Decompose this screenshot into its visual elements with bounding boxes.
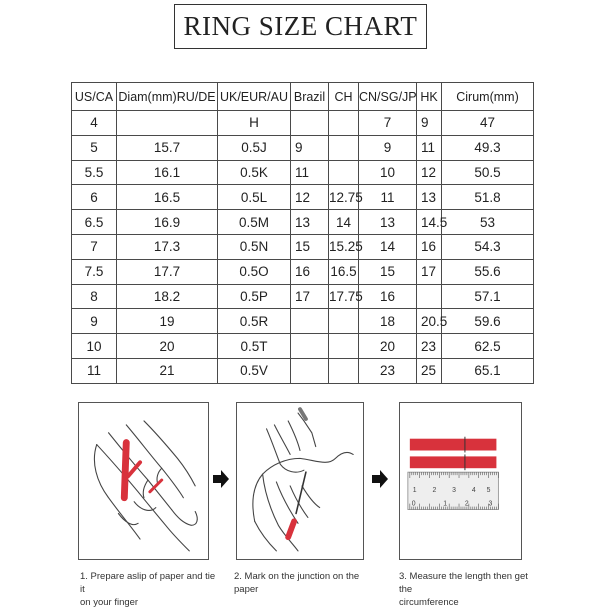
table-cell: 14.5: [417, 210, 442, 235]
table-cell: 14: [329, 210, 359, 235]
step-caption-line: circumference: [399, 597, 459, 608]
table-cell: 17: [291, 284, 329, 309]
table-cell: 11: [291, 160, 329, 185]
table-cell: 11: [417, 135, 442, 160]
table-cell: 8: [72, 284, 117, 309]
table-cell: 51.8: [442, 185, 534, 210]
ring-size-table: [71, 82, 534, 384]
table-cell: 12.75: [329, 185, 359, 210]
header-cell: CN/SG/JP: [359, 83, 417, 111]
table-cell: 0.5L: [218, 185, 291, 210]
table-cell: 9: [359, 135, 417, 160]
table-cell: 15: [359, 259, 417, 284]
table-body: [72, 111, 534, 384]
table-cell: 11: [359, 185, 417, 210]
table-row: [72, 185, 534, 210]
svg-text:1: 1: [443, 500, 448, 508]
table-cell: 0.5V: [218, 358, 291, 383]
header-cell: Cirum(mm): [442, 83, 534, 111]
table-cell: 16.1: [117, 160, 218, 185]
table-cell: 20.5: [417, 309, 442, 334]
table-cell: 17: [417, 259, 442, 284]
table-cell: [417, 284, 442, 309]
table-cell: [291, 358, 329, 383]
table-cell: 15.25: [329, 234, 359, 259]
svg-text:3: 3: [452, 486, 456, 494]
table-cell: 9: [417, 111, 442, 136]
table-row: [72, 234, 534, 259]
title-box: [174, 4, 427, 49]
step-2-caption: [234, 570, 384, 596]
table-cell: 65.1: [442, 358, 534, 383]
table-cell: 12: [417, 160, 442, 185]
table-cell: 10: [72, 334, 117, 359]
paper-strip: [124, 443, 126, 498]
paper-strip: [410, 456, 497, 468]
table-cell: 17.75: [329, 284, 359, 309]
table-cell: 53: [442, 210, 534, 235]
table-row: [72, 358, 534, 383]
table-cell: 10: [359, 160, 417, 185]
table-cell: 54.3: [442, 234, 534, 259]
table-cell: 0.5N: [218, 234, 291, 259]
table-cell: 6.5: [72, 210, 117, 235]
table-cell: 7: [72, 234, 117, 259]
table-cell: 13: [291, 210, 329, 235]
table-cell: 16.5: [117, 185, 218, 210]
table-cell: 5.5: [72, 160, 117, 185]
table-cell: 16: [291, 259, 329, 284]
table-cell: 23: [359, 358, 417, 383]
svg-text:0: 0: [411, 500, 416, 508]
table-cell: [117, 111, 218, 136]
arrow-right-icon: [213, 470, 229, 488]
header-cell: UK/EUR/AU: [218, 83, 291, 111]
table-cell: 47: [442, 111, 534, 136]
table-cell: 4: [72, 111, 117, 136]
table-cell: [291, 334, 329, 359]
table-cell: 16.5: [329, 259, 359, 284]
table-cell: 14: [359, 234, 417, 259]
table-cell: 23: [417, 334, 442, 359]
arrow-right-icon: [372, 470, 388, 488]
hand-marking-paper-icon: [237, 403, 363, 559]
table-cell: 0.5O: [218, 259, 291, 284]
step-3-panel: [399, 402, 522, 560]
step-3-caption: [399, 570, 534, 609]
svg-text:2: 2: [464, 500, 469, 508]
table-cell: 50.5: [442, 160, 534, 185]
page-title: RING SIZE CHART: [183, 11, 418, 41]
table-cell: 20: [117, 334, 218, 359]
table-cell: 17.7: [117, 259, 218, 284]
paper-strip: [288, 521, 294, 537]
table-cell: 0.5P: [218, 284, 291, 309]
step-caption-line: on your finger: [80, 597, 139, 608]
table-cell: 5: [72, 135, 117, 160]
table-cell: [329, 111, 359, 136]
table-cell: 7: [359, 111, 417, 136]
table-cell: 18: [359, 309, 417, 334]
table-cell: [329, 309, 359, 334]
header-cell: US/CA: [72, 83, 117, 111]
table-cell: 18.2: [117, 284, 218, 309]
table-cell: 49.3: [442, 135, 534, 160]
svg-text:1: 1: [412, 486, 417, 494]
table-cell: 15.7: [117, 135, 218, 160]
table-cell: 0.5J: [218, 135, 291, 160]
header-cell: Brazil: [291, 83, 329, 111]
table-cell: [291, 111, 329, 136]
table-cell: 57.1: [442, 284, 534, 309]
table-cell: 19: [117, 309, 218, 334]
table-row: [72, 111, 534, 136]
paper-strip: [410, 439, 497, 451]
header-cell: HK: [417, 83, 442, 111]
table-row: [72, 160, 534, 185]
svg-text:4: 4: [471, 486, 476, 494]
table-cell: 20: [359, 334, 417, 359]
table-cell: 0.5T: [218, 334, 291, 359]
step-caption-line: 2. Mark on the junction on the paper: [234, 571, 360, 595]
table-cell: 11: [72, 358, 117, 383]
table-row: [72, 259, 534, 284]
table-row: [72, 334, 534, 359]
svg-text:2: 2: [432, 486, 437, 494]
table-cell: 16: [417, 234, 442, 259]
step-caption-line: 1. Prepare aslip of paper and tie it: [80, 571, 216, 595]
table-cell: 7.5: [72, 259, 117, 284]
table-cell: [329, 358, 359, 383]
table-cell: 0.5M: [218, 210, 291, 235]
table-cell: 16: [359, 284, 417, 309]
table-cell: 21: [117, 358, 218, 383]
table-row: [72, 135, 534, 160]
table-header-row: [72, 83, 534, 111]
step-1-caption: [80, 570, 220, 609]
ruler-measure-icon: [400, 403, 521, 559]
table-cell: 13: [359, 210, 417, 235]
table-cell: [329, 334, 359, 359]
svg-text:3: 3: [488, 500, 493, 508]
finger-with-paper-icon: [79, 403, 208, 559]
step-2-panel: [236, 402, 364, 560]
table-cell: 9: [72, 309, 117, 334]
header-cell: Diam(mm)RU/DE: [117, 83, 218, 111]
table-cell: 0.5K: [218, 160, 291, 185]
header-cell: CH: [329, 83, 359, 111]
table-cell: H: [218, 111, 291, 136]
table-cell: 62.5: [442, 334, 534, 359]
table-cell: 12: [291, 185, 329, 210]
table-cell: 59.6: [442, 309, 534, 334]
table-cell: 13: [417, 185, 442, 210]
table-cell: 15: [291, 234, 329, 259]
step-1-panel: [78, 402, 209, 560]
table-cell: 6: [72, 185, 117, 210]
table-row: [72, 210, 534, 235]
table-cell: 25: [417, 358, 442, 383]
svg-text:5: 5: [486, 486, 491, 494]
table-cell: 16.9: [117, 210, 218, 235]
table-cell: [291, 309, 329, 334]
table-cell: 9: [291, 135, 329, 160]
table-row: [72, 284, 534, 309]
table-cell: 17.3: [117, 234, 218, 259]
table-cell: 0.5R: [218, 309, 291, 334]
step-caption-line: 3. Measure the length then get the: [399, 571, 528, 595]
table-row: [72, 309, 534, 334]
table-cell: [329, 160, 359, 185]
table-cell: 55.6: [442, 259, 534, 284]
table-cell: [329, 135, 359, 160]
